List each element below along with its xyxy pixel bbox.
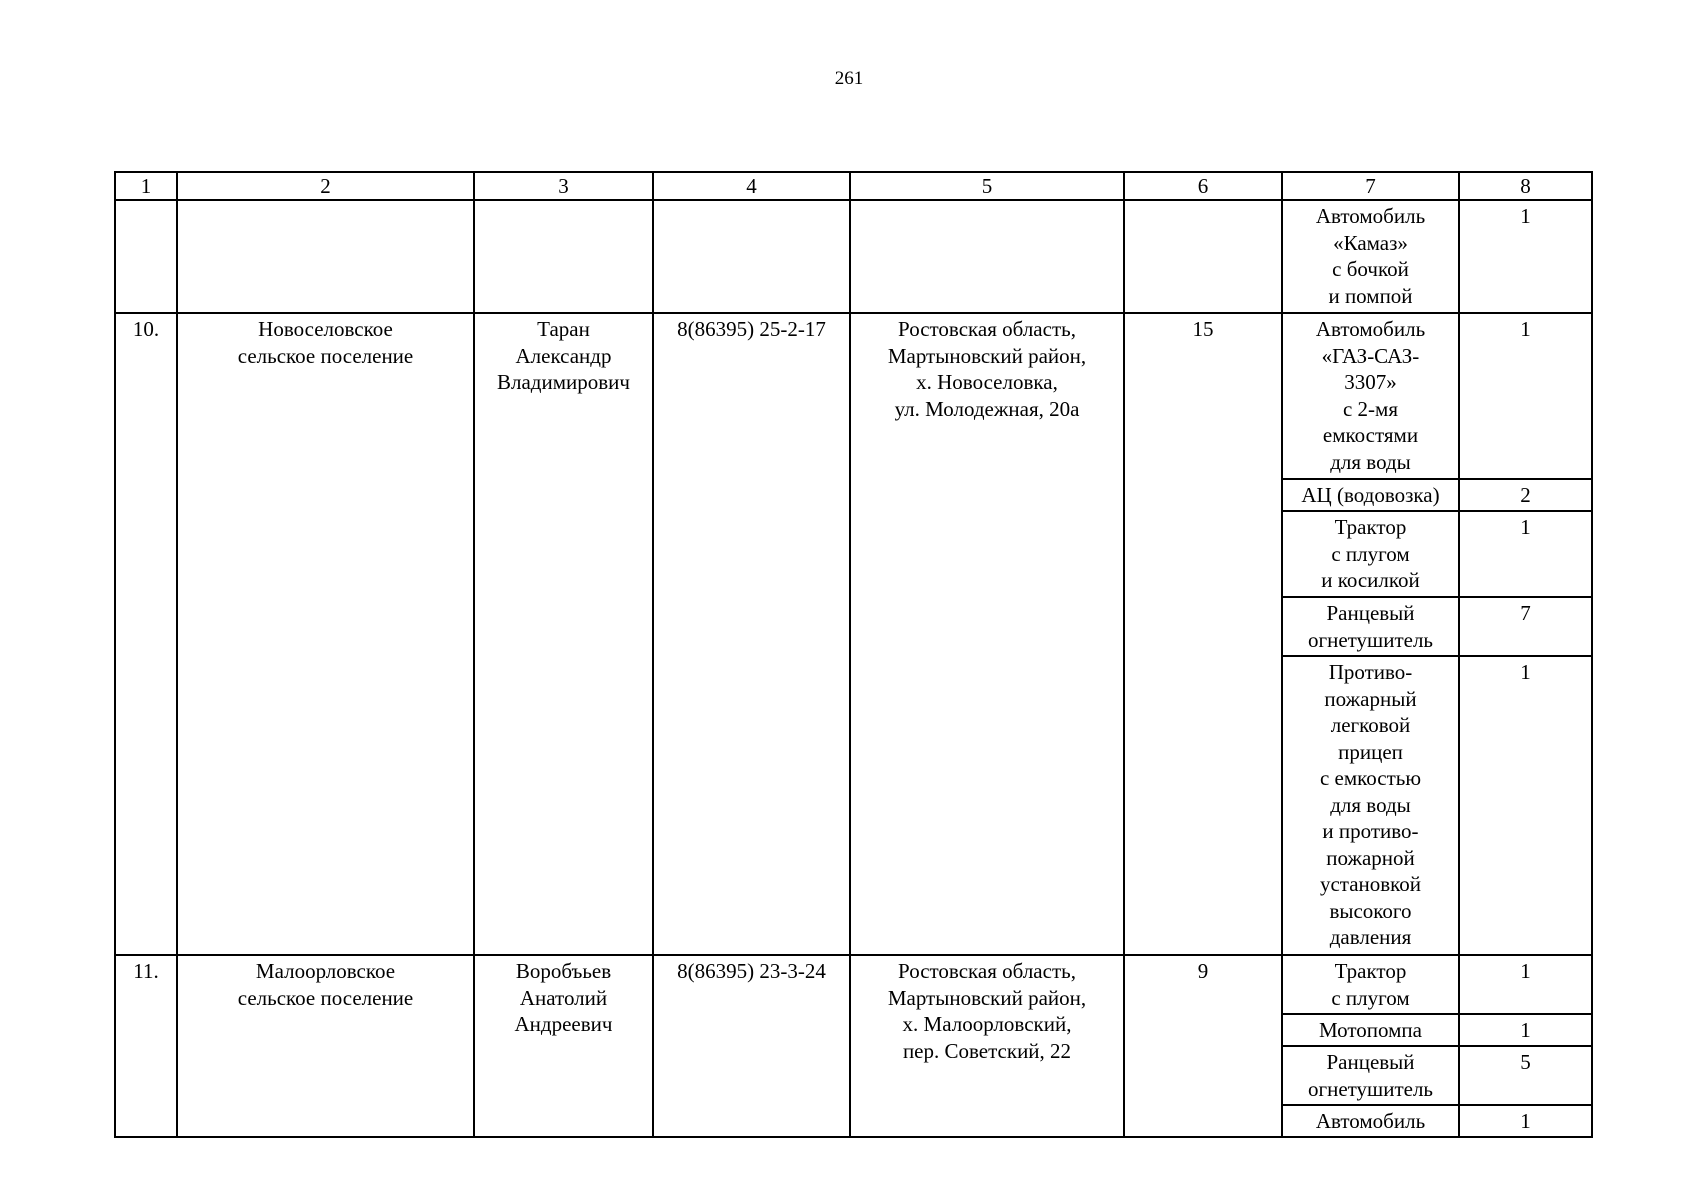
- people-count: 15: [1124, 313, 1282, 955]
- settlement-name: [177, 200, 474, 313]
- page-number: 261: [834, 68, 864, 89]
- equipment-qty: 1: [1459, 200, 1592, 313]
- header-row: [115, 172, 1592, 200]
- phone-number: 8(86395) 23-3-24: [653, 955, 850, 1137]
- settlement-name: Новоселовское сельское поселение: [177, 313, 474, 955]
- equipment-name: АЦ (водовозка): [1282, 479, 1459, 511]
- equipment-table: [114, 171, 1593, 1138]
- equipment-qty: 1: [1459, 511, 1592, 597]
- equipment-name: Трактор с плугом и косилкой: [1282, 511, 1459, 597]
- head-name: Таран Александр Владимирович: [474, 313, 653, 955]
- equipment-qty: 1: [1459, 313, 1592, 479]
- equipment-name: Автомобиль: [1282, 1105, 1459, 1137]
- equipment-qty: 1: [1459, 1014, 1592, 1046]
- equipment-name: Ранцевый огнетушитель: [1282, 597, 1459, 656]
- row-number: [115, 200, 177, 313]
- address: Ростовская область, Мартыновский район, х. Малоорловский, пер. Советский, 22: [850, 955, 1124, 1137]
- equipment-name: Трактор с плугом: [1282, 955, 1459, 1014]
- equipment-qty: 1: [1459, 1105, 1592, 1137]
- equipment-qty: 1: [1459, 656, 1592, 955]
- equipment-name: Ранцевый огнетушитель: [1282, 1046, 1459, 1105]
- equipment-name: Противо- пожарный легковой прицеп с емкостью для воды и противо- пожарной установкой высокого давления: [1282, 656, 1459, 955]
- people-count: [1124, 200, 1282, 313]
- equipment-qty: 1: [1459, 955, 1592, 1014]
- header-cell: 4: [653, 172, 850, 200]
- header-cell: 2: [177, 172, 474, 200]
- address: Ростовская область, Мартыновский район, х. Новоселовка, ул. Молодежная, 20а: [850, 313, 1124, 955]
- header-cell: 6: [1124, 172, 1282, 200]
- table-row: [115, 955, 1592, 1014]
- equipment-qty: 7: [1459, 597, 1592, 656]
- head-name: Воробъьев Анатолий Андреевич: [474, 955, 653, 1137]
- row-number: 11.: [115, 955, 177, 1137]
- address: [850, 200, 1124, 313]
- settlement-name: Малоорловское сельское поселение: [177, 955, 474, 1137]
- equipment-qty: 5: [1459, 1046, 1592, 1105]
- table-row: [115, 200, 1592, 313]
- equipment-qty: 2: [1459, 479, 1592, 511]
- header-cell: 7: [1282, 172, 1459, 200]
- header-cell: 8: [1459, 172, 1592, 200]
- row-number: 10.: [115, 313, 177, 955]
- equipment-name: Мотопомпа: [1282, 1014, 1459, 1046]
- header-cell: 1: [115, 172, 177, 200]
- table-row: [115, 313, 1592, 479]
- header-cell: 5: [850, 172, 1124, 200]
- head-name: [474, 200, 653, 313]
- people-count: 9: [1124, 955, 1282, 1137]
- phone-number: 8(86395) 25-2-17: [653, 313, 850, 955]
- equipment-name: Автомобиль «ГАЗ-САЗ- 3307» с 2-мя емкостями для воды: [1282, 313, 1459, 479]
- header-cell: 3: [474, 172, 653, 200]
- equipment-name: Автомобиль «Камаз» с бочкой и помпой: [1282, 200, 1459, 313]
- phone-number: [653, 200, 850, 313]
